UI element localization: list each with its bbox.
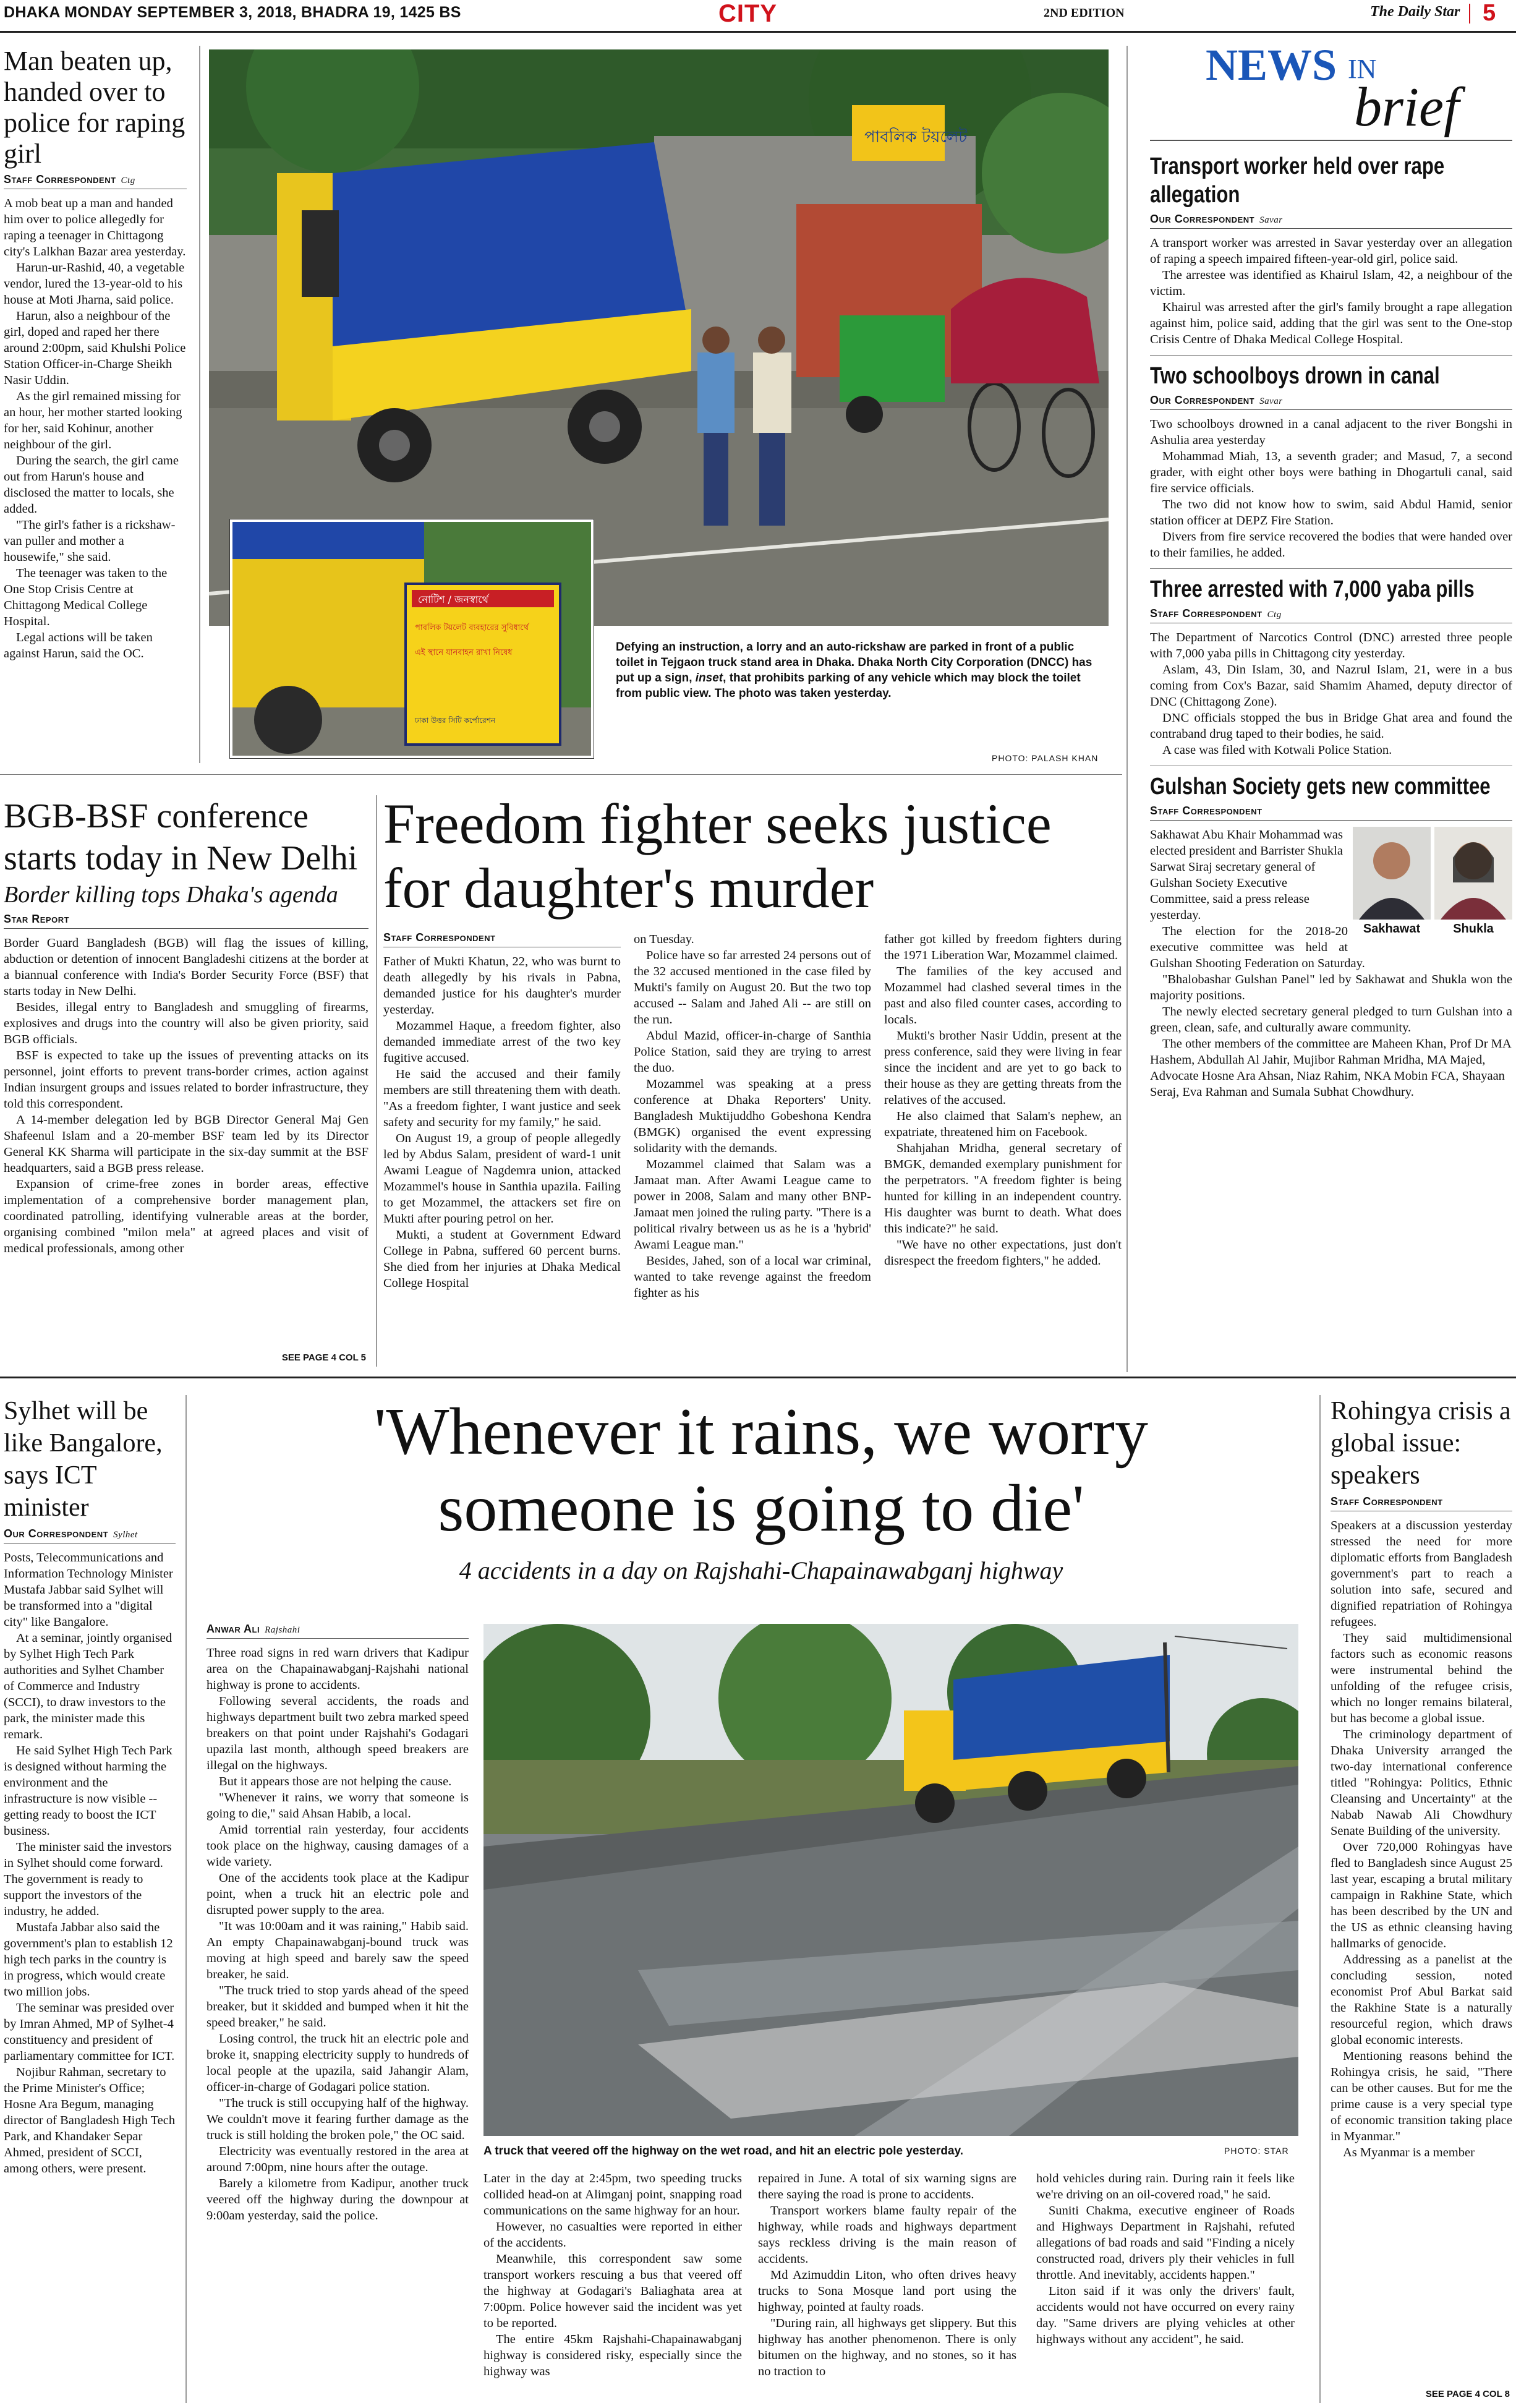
news-in-brief	[1150, 40, 1512, 1375]
paragraph: Two schoolboys drowned in a canal adjacent to the river Bongshi in Ashulia area yesterday	[1150, 417, 1512, 447]
paragraph: DNC officials stopped the bus in Bridge Ghat area and found the contraband drug taped to their bodies, he said.	[1150, 711, 1512, 741]
paragraph: On August 19, a group of people allegedly led by Abdus Salam, president of ward-1 unit Awami League of Nagdemra union, attacked Mozammel's house in Santhia upazila. Failing to get Mozammel, the attackers set fire on Mukti after pouring petrol on her.	[383, 1132, 621, 1226]
story-column	[634, 931, 871, 1368]
top-photo-credit: PHOTO: PALASH KHAN	[992, 753, 1099, 763]
story-body	[4, 195, 187, 662]
caption-inset-word: inset	[695, 672, 723, 685]
masthead	[0, 0, 1516, 31]
story-rains-col2	[483, 2171, 742, 2403]
paragraph: Mozammel was speaking at a press conference at Dhaka Reporters' Unity. Bangladesh Muktijuddho Gobeshona Kendra (BMGK) organised the event expressing solidarity with the demands.	[634, 1077, 871, 1155]
inset-sign-line: পাবলিক টয়লেট ব্যবহারের সুবিধার্থে	[415, 623, 529, 633]
inset-sign-line: ঢাকা উত্তর সিটি কর্পোরেশন	[415, 716, 495, 725]
paragraph: Khairul was arrested after the girl's family brought a rape allegation against him, police said, adding that the girl was sent to the One-stop Crisis Centre of Dhaka Medical College Hospital.	[1150, 301, 1512, 346]
paragraph: Mustafa Jabbar also said the government's plan to establish 12 high tech parks in the country is in progress, which would create two million jobs.	[4, 1921, 173, 1999]
story-rains-col3	[758, 2171, 1016, 2403]
rains-photo	[483, 1624, 1298, 2136]
in-word: IN	[1348, 54, 1377, 84]
brief-byline	[1150, 213, 1512, 229]
wet-highway-photo	[483, 1624, 1298, 2136]
paragraph: Posts, Telecommunications and Information Technology Minister Mustafa Jabbar said Sylhet will be transformed into a "digital city" like Bangalore.	[4, 1551, 173, 1629]
byline-name: Staff Correspondent	[1150, 607, 1263, 620]
byline-location: Rajshahi	[265, 1625, 300, 1635]
news-word: NEWS	[1206, 40, 1337, 90]
page-number: 5	[1483, 0, 1496, 26]
column-divider	[376, 795, 377, 1367]
gulshan-photos	[1353, 827, 1512, 948]
story-rains-headline	[195, 1394, 1327, 1588]
byline-name: Anwar Ali	[207, 1623, 260, 1635]
paragraph: BSF is expected to take up the issues of preventing attacks on its personnel, joint efforts to prevent trans-border crimes, action against Indian insurgent groups and issues related to border infrastructure, they told this correspondent.	[4, 1049, 368, 1111]
paragraph: Sakhawat Abu Khair Mohammad was elected president and Barrister Shukla Sarwat Siraj secretary general of Gulshan Society Executive Committee, said a press release yesterday.	[1150, 828, 1343, 922]
paragraph: Later in the day at 2:45pm, two speeding trucks collided head-on at Alimganj point, snapping road communications on the same highway for an hour.	[483, 2172, 742, 2218]
paragraph: Legal actions will be taken against Harun, said the OC.	[4, 631, 153, 660]
paragraph: Md Azimuddin Liton, who often drives heavy trucks to Sona Mosque land port using the highway, pointed at faulty roads.	[758, 2268, 1016, 2314]
shukla-photo	[1434, 827, 1512, 920]
caption-text: Defying an instruction, a lorry and an auto-rickshaw are parked in front of a public toilet in Tejgaon truck stand area in Dhaka. Dhaka North City Corporation (DNCC) has put up a sign,	[616, 641, 1092, 685]
brief-word: brief	[1354, 77, 1459, 138]
byline-name: Staff Correspondent	[1150, 805, 1263, 817]
paragraph: The other members of the committee are Maheen Khan, Prof Dr MA Hashem, Abdullah Al Jahir, Mujibor Rahman Mridha, MA Majed, Advocate Hosne Ara Ahsan, Niaz Rahim, NKA Mobin FCA, Shayaan Seraj, Eva Rahman and Sumala Subhat Chowdhury.	[1150, 1037, 1511, 1099]
story-bgb-bsf	[4, 795, 368, 1367]
paragraph: However, no casualties were reported in either of the accidents.	[483, 2220, 742, 2250]
story-freedom-fighter	[383, 792, 1123, 1370]
paragraph: on Tuesday.	[634, 933, 694, 946]
paragraph: Barely a kilometre from Kadipur, another truck veered off the highway during the downpour at 9:00am yesterday, said the police.	[207, 2177, 469, 2222]
story-subhead: 4 accidents in a day on Rajshahi-Chapainawabganj highway	[459, 1556, 1063, 1584]
toilet-sign-text: পাবলিক টয়লেট	[864, 128, 968, 147]
story-byline	[1331, 1495, 1512, 1511]
paragraph: "The girl's father is a rickshaw-van puller and mother a housewife," she said.	[4, 518, 176, 564]
story-headline: Rohingya crisis a global issue: speakers	[1331, 1397, 1511, 1490]
portrait-icon	[1353, 827, 1431, 920]
see-page-link[interactable]: SEE PAGE 4 COL 8	[1421, 2389, 1510, 2399]
news-in-brief-title	[1150, 40, 1512, 139]
section-name: CITY	[718, 0, 778, 27]
paragraph: He said the accused and their family members are still threatening them with death. "As a freedom fighter, I want justice and seek safety and security for my family," he said.	[383, 1067, 621, 1129]
inset-sign-header: নোটিশ / জনস্বার্থে	[418, 594, 489, 605]
paragraph: As Myanmar is a member	[1343, 2146, 1475, 2159]
paragraph: A 14-member delegation led by BGB Director General Maj Gen Shafeenul Islam and a 20-member BSF team led by its Director General KK Sharma will participate in the six-day summit at the BSF headquarters, said a BGB press release.	[4, 1113, 368, 1175]
paragraph: Father of Mukti Khatun, 22, who was burnt to death allegedly by his rivals in Pabna, demanded justice for his daughter's murder yesterday.	[383, 955, 621, 1017]
section-rule	[0, 774, 1122, 775]
paragraph: Mukti, a student at Government Edward College in Pabna, suffered 60 percent burns. She died from her injuries at Dhaka Medical College Hospital	[383, 1228, 621, 1290]
paragraph: A transport worker was arrested in Savar yesterday over an allegation of raping a speech impaired fifteen-year-old girl, police said.	[1150, 236, 1512, 266]
paragraph: "The truck tried to stop yards ahead of the speed breaker, but it skidded and bumped when it hit the speed breaker," he said.	[207, 1984, 469, 2030]
top-photo-caption	[616, 639, 1104, 701]
byline-name: Staff Correspondent	[383, 931, 496, 944]
paragraph: "During rain, all highways get slippery. But this highway has another phenomenon. There is only bitumen on the highway, and no stones, so it has no traction to	[758, 2316, 1016, 2378]
story-man-beaten	[4, 46, 187, 763]
byline-name: Our Correspondent	[4, 1527, 109, 1540]
masthead-dateline: DHAKA MONDAY SEPTEMBER 3, 2018, BHADRA 19, 1425 BS	[4, 4, 461, 21]
paragraph: A case was filed with Kotwali Police Station.	[1162, 743, 1392, 757]
paragraph: The minister said the investors in Sylhet should come forward. The government is ready to support the investors of the industry, he added.	[4, 1840, 172, 1918]
brief-headline: Three arrested with 7,000 yaba pills	[1150, 576, 1475, 602]
brief-item	[1150, 772, 1512, 1100]
paragraph: Border Guard Bangladesh (BGB) will flag the issues of killing, abduction or detention of innocent Bangladeshi citizens at the border at a biannual conference with India's Border Security Force (BSF) that starts today in New Delhi.	[4, 936, 368, 998]
paragraph: "Bhalobashar Gulshan Panel" led by Sakhawat and Shukla won the majority positions.	[1150, 973, 1512, 1002]
sakhawat-label: Sakhawat	[1363, 922, 1421, 936]
paragraph: One of the accidents took place at the Kadipur point, when a truck hit an electric pole and disrupted power supply to the area.	[207, 1871, 469, 1917]
paragraph: Besides, Jahed, son of a local war criminal, wanted to take revenge against the freedom fighter as his	[634, 1254, 871, 1300]
paragraph: At a seminar, jointly organised by Sylhet High Tech Park authorities and Sylhet Chamber of Commerce and Industry (SCCI), to draw investors to the park, the minister made this remark.	[4, 1631, 172, 1741]
page-number-divider	[1469, 4, 1470, 23]
column-divider	[199, 46, 200, 763]
inset-photo	[230, 519, 594, 758]
paragraph: "We have no other expectations, just don't disrespect the freedom fighters," he added.	[884, 1238, 1122, 1268]
brief-item	[1150, 575, 1512, 758]
paragraph: As the girl remained missing for an hour, her mother started looking for her, said Kohinur, another neighbour of the girl.	[4, 390, 182, 451]
masthead-rule	[0, 31, 1516, 33]
paragraph: Nojibur Rahman, secretary to the Prime Minister's Office; Hosne Ara Begum, managing director of Bangladesh High Tech Park, and Khandaker Separ Ahmed, president of SCCI, among others, were present.	[4, 2065, 176, 2175]
paragraph: The newly elected secretary general pledged to turn Gulshan into a green, clean, safe, and culturally aware community.	[1150, 1005, 1512, 1035]
byline-location: Sylhet	[113, 1530, 138, 1540]
paragraph: The teenager was taken to the One Stop Crisis Centre at Chittagong Medical College Hospital.	[4, 566, 168, 628]
story-byline	[4, 913, 368, 929]
story-headline: BGB-BSF conference starts today in New Delhi	[4, 797, 358, 877]
brief-headline: Gulshan Society gets new committee	[1150, 774, 1491, 800]
paragraph: The criminology department of Dhaka University arranged the two-day international conference titled "Rohingya: Politics, Ethnic Cleansing and Uncertainty" at the Nabab Nawab Ali Chowdhury Senate Building of the university.	[1331, 1728, 1512, 1838]
paragraph: The two did not know how to swim, said Abdul Hamid, senior station officer at DEPZ Fire Station.	[1150, 498, 1512, 527]
paragraph: Police have so far arrested 24 persons out of the 32 accused mentioned in the case filed by Mukti's family on August 20. But the two top accused -- Salam and Jahed Ali -- are still on the run.	[634, 949, 871, 1027]
story-headline-line: 'Whenever it rains, we worry	[374, 1395, 1148, 1469]
story-headline-line: someone is going to die'	[438, 1472, 1084, 1545]
story-rohingya	[1331, 1395, 1512, 2404]
paragraph: Suniti Chakma, executive engineer of Roads and Highways Department in Rajshahi, refuted allegations of bad roads and said "Finding a nicely constructed road, drivers ply their vehicles in full throttle. And inevitably, accidents happen."	[1036, 2204, 1295, 2282]
brief-headline: Transport worker held over rape allegation	[1150, 153, 1445, 208]
paragraph: Liton said if it was only the drivers' fault, accidents would not have occurred on every rainy day. "Same drivers are plying vehicles at other highways without any accident", he said.	[1036, 2284, 1295, 2346]
paragraph: repaired in June. A total of six warning signs are there saying the road is prone to accidents.	[758, 2172, 1016, 2201]
paragraph: hold vehicles during rain. During rain it feels like we're driving on an oil-covered road," he said.	[1036, 2172, 1295, 2201]
paragraph: Aslam, 43, Din Islam, 30, and Nazrul Islam, 21, were in a bus coming from Cox's Bazar, said Shamim Ahamed, deputy director of DNC (Chittagong Zone).	[1150, 663, 1512, 709]
byline-location: Savar	[1259, 215, 1283, 225]
rains-photo-caption: A truck that veered off the highway on the wet road, and hit an electric pole yesterday.	[483, 2145, 964, 2158]
paragraph: Mozammel Haque, a freedom fighter, also demanded immediate arrest of the two key fugitive accused.	[383, 1019, 621, 1065]
column-divider	[185, 1395, 187, 2403]
section-rule	[0, 1377, 1516, 1378]
paragraph: Shahjahan Mridha, general secretary of BMGK, demanded exemplary punishment for the perpetrators. "A freedom fighter is being hunted for killing in an independent country. His daughter was burnt to death. What does this indicate?" he said.	[884, 1142, 1122, 1236]
paragraph: Three road signs in red warn drivers that Kadipur area on the Chapainawabganj-Rajshahi national highway is prone to accidents.	[207, 1646, 469, 1692]
paragraph: Mohammad Miah, 13, a seventh grader; and Masud, 7, a second grader, with eight other boys were bathing in Dhogartuli canal, said fire service officials.	[1150, 450, 1512, 495]
paragraph: "Whenever it rains, we worry that someone is going to die," said Ahsan Habib, a local.	[207, 1791, 469, 1821]
brief-byline	[1150, 607, 1512, 623]
inset-sign-line: এই স্থানে যানবাহন রাখা নিষেধ	[415, 648, 513, 657]
story-rains-col1	[207, 1623, 469, 2403]
story-sylhet	[4, 1395, 176, 2403]
inset-parking-sign-photo	[232, 522, 591, 756]
brief-byline	[1150, 394, 1512, 410]
paragraph: Amid torrential rain yesterday, four accidents took place on the highway, causing damages of a wide variety.	[207, 1823, 469, 1869]
sakhawat-photo	[1353, 827, 1431, 920]
paragraph: But it appears those are not helping the cause.	[219, 1775, 452, 1788]
paragraph: Divers from fire service recovered the bodies that were handed over to their families, he added.	[1150, 530, 1512, 560]
portrait-icon	[1434, 827, 1512, 920]
paragraph: Mukti's brother Nasir Uddin, present at the press conference, said they were living in fear since the incident and are yet to go back to their house as they are getting threats from the relatives of the accused.	[884, 1029, 1122, 1107]
paragraph: Meanwhile, this correspondent saw some transport workers rescuing a bus that veered off the highway at Godagari's Baliaghata area at 7:00pm. Police however said the incident was yet to be reported.	[483, 2252, 742, 2330]
story-column	[383, 931, 621, 1368]
paragraph: The arrestee was identified as Khairul Islam, 42, a neighbour of the victim.	[1150, 268, 1512, 298]
paragraph: Following several accidents, the roads and highways department built two zebra marked speed breakers on that point under Rajshahi's Godagari upazila last month, although speed breakers are illegal on the highways.	[207, 1694, 469, 1772]
story-byline	[4, 173, 187, 189]
brief-headline: Two schoolboys drown in canal	[1150, 363, 1440, 389]
paragraph: Losing control, the truck hit an electric pole and broke it, snapping electricity supply to hundreds of local people at the upazila, said Jahangir Alam, officer-in-charge of Godagari police station.	[207, 2032, 469, 2094]
brief-byline	[1150, 805, 1512, 821]
story-byline	[4, 1527, 176, 1543]
paragraph: Mozammel claimed that Salam was a Jamaat man. After Awami League came to power in 2008, Salam and many other BNP-Jamaat men joined the ruling party. "There is a political rivalry between us as he is a 'hybrid' Awami League man."	[634, 1158, 871, 1252]
paragraph: A mob beat up a man and handed him over to police allegedly for raping a teenager in Chittagong city's Lalkhan Bazar area yesterday.	[4, 197, 186, 258]
paragraph: "The truck is still occupying half of the highway. We couldn't move it fearing further damage as the truck is still holding the broken pole," the OC said.	[207, 2096, 469, 2142]
paragraph: He also claimed that Salam's nephew, an expatriate, threatened him on Facebook.	[884, 1109, 1122, 1139]
shukla-label: Shukla	[1453, 922, 1494, 936]
paragraph: Expansion of crime-free zones in border areas, effective implementation of a comprehensive border management plan, coordinated patrolling, identifying vulnerable areas at the border, organising combined "milon mela" at agreed places and visit of medical professionals, among other	[4, 1177, 368, 1255]
story-headline: Freedom fighter seeks justice for daughter's murder	[383, 792, 1052, 920]
brief-item	[1150, 152, 1512, 348]
paragraph: Over 720,000 Rohingyas have fled to Bangladesh since August 25 last year, escaping a brutal military campaign in Rakhine State, which has been described by the UN and the US as ethnic cleansing having hallmarks of genocide.	[1331, 1840, 1512, 1950]
paragraph: Speakers at a discussion yesterday stressed the need for more diplomatic efforts from Bangladesh government's part to reach a solution into safe, secured and dignified repatriation of Rohingya refugees.	[1331, 1519, 1512, 1629]
brief-item	[1150, 362, 1512, 561]
byline-name: Our Correspondent	[1150, 213, 1255, 225]
column-divider	[1319, 1395, 1321, 2403]
story-column	[884, 931, 1122, 1368]
paragraph: Mentioning reasons behind the Rohingya crisis, he said, "There can be other causes. But for me the prime cause is a very special type of economic transition taking place in Myanmar."	[1331, 2049, 1512, 2143]
paragraph: father got killed by freedom fighters during the 1971 Liberation War, Mozammel claimed.	[884, 933, 1122, 962]
story-headline: Sylhet will be like Bangalore, says ICT minister	[4, 1397, 163, 1522]
caption-text: , that prohibits parking of any vehicle which may block the toilet from public view. The photo was taken yesterday.	[616, 672, 1081, 700]
paragraph: He said Sylhet High Tech Park is designed without harming the environment and the infrastructure is now visible -- getting ready to boost the ICT business.	[4, 1744, 172, 1838]
byline-name: Staff Correspondent	[1331, 1495, 1443, 1508]
paragraph: Electricity was eventually restored in the area at around 7:00pm, nine hours after the outage.	[207, 2145, 469, 2174]
column-divider	[1126, 46, 1128, 1372]
byline-name: Star Report	[4, 913, 70, 925]
paper-name: The Daily Star	[1370, 4, 1460, 20]
paragraph: The families of the key accused and Mozammel had clashed several times in the past and also filed counter cases, according to locals.	[884, 965, 1122, 1027]
story-headline: Man beaten up, handed over to police for raping girl	[4, 46, 185, 169]
story-rains-col4	[1036, 2171, 1295, 2403]
paragraph: The seminar was presided over by Imran Ahmed, MP of Sylhet-4 constituency and president of parliamentary committee for ICT.	[4, 2001, 175, 2063]
edition-label: 2ND EDITION	[1044, 6, 1125, 20]
paragraph: Besides, illegal entry to Bangladesh and smuggling of firearms, explosives and drugs into the country will also be given priority, said BGB officials.	[4, 1001, 368, 1046]
byline-name: Our Correspondent	[1150, 394, 1255, 406]
byline-name: Staff Correspondent	[4, 173, 116, 186]
paragraph: They said multidimensional factors such as economic reasons were instrumental behind the unfolding of the refugee crisis, which no longer remains bilateral, but has become a global issue.	[1331, 1631, 1512, 1725]
paragraph: The entire 45km Rajshahi-Chapainawabganj highway is considered risky, especially since the highway was	[483, 2333, 742, 2378]
byline-location: Ctg	[121, 176, 135, 186]
rains-photo-credit: PHOTO: STAR	[1224, 2146, 1289, 2156]
see-page-link[interactable]: SEE PAGE 4 COL 5	[277, 1352, 366, 1363]
paragraph: Addressing as a panelist at the concluding session, noted economist Prof Abul Barkat said the Rakhine State is a naturally resourceful region, which draws global economic interests.	[1331, 1953, 1512, 2047]
paragraph: Transport workers blame faulty repair of the highway, while roads and highways department says reckless driving is the main reason of accidents.	[758, 2204, 1016, 2266]
paragraph: The Department of Narcotics Control (DNC) arrested three people with 7,000 yaba pills in Chittagong city yesterday.	[1150, 631, 1512, 660]
paragraph: Harun-ur-Rashid, 40, a vegetable vendor, lured the 13-year-old to his house at Moti Jharna, said police.	[4, 261, 185, 307]
paragraph: During the search, the girl came out from Harun's house and disclosed the matter to locals, she added.	[4, 454, 179, 516]
paragraph: Harun, also a neighbour of the girl, doped and raped her there around 2:00pm, said Khulshi Police Station Officer-in-Charge Sheikh Nasir Uddin.	[4, 309, 186, 387]
paragraph: Abdul Mazid, officer-in-charge of Santhia Police Station, said they are trying to arrest the duo.	[634, 1029, 871, 1075]
byline-location: Ctg	[1267, 610, 1282, 620]
story-byline	[383, 931, 621, 947]
brief-rule	[1150, 140, 1512, 141]
paragraph: The election for the 2018-20 executive committee was held at Gulshan Shooting Federation on Saturday.	[1150, 924, 1365, 970]
paragraph: "It was 10:00am and it was raining," Habib said. An empty Chapainawabganj-bound truck was moving at high speed and barely saw the speed breaker, he said.	[207, 1919, 469, 1981]
story-subhead: Border killing tops Dhaka's agenda	[4, 882, 338, 908]
story-byline	[207, 1623, 469, 1639]
byline-location: Savar	[1259, 396, 1283, 406]
